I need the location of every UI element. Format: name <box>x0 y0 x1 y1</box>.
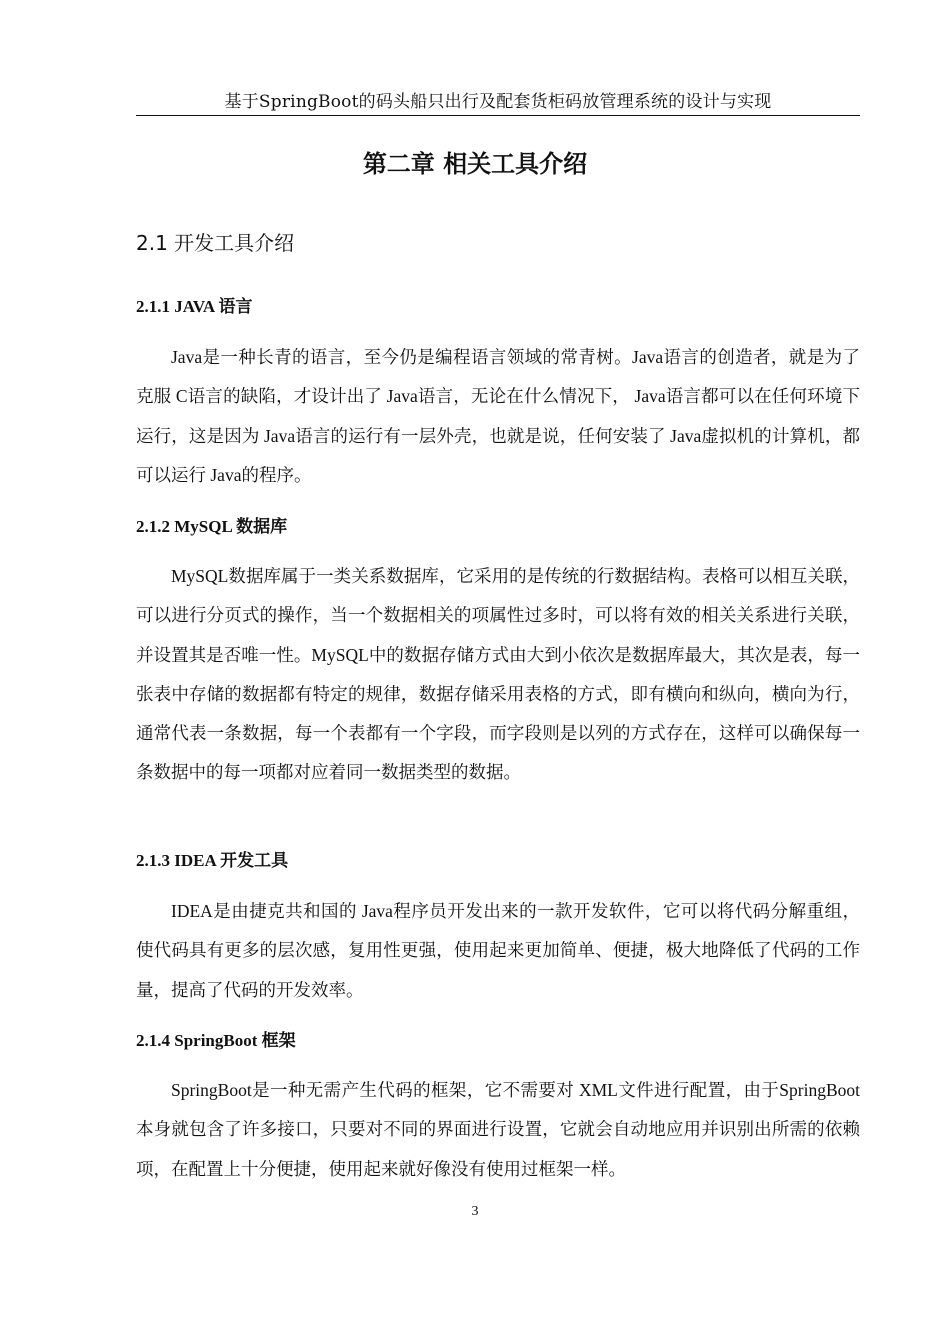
paragraph-springboot: SpringBoot是一种无需产生代码的框架，它不需要对 XML文件进行配置，由于SpringBoot本身就包含了许多接口，只要对不同的界面进行设置，它就会自动地应用并识别出所需的依赖项，在配置上十分便捷，使用起来就好像没有使用过框架一样。 <box>136 1080 860 1179</box>
subsection-title-java: 2.1.1 JAVA 语言 <box>136 297 253 316</box>
subsection-title-springboot: 2.1.4 SpringBoot 框架 <box>136 1031 296 1050</box>
page-number: 3 <box>471 1204 479 1219</box>
running-header: 基于SpringBoot的码头船只出行及配套货柜码放管理系统的设计与实现 <box>136 90 860 116</box>
subsection-title-idea: 2.1.3 IDEA 开发工具 <box>136 851 289 870</box>
paragraph-java: Java是一种长青的语言，至今仍是编程语言领域的常青树。Java语言的创造者，就是为了克服 C语言的缺陷，才设计出了 Java语言，无论在什么情况下， Java语言都可以在任何环境下运行，这是因为 Java语言的运行有一层外壳，也就是说，任何安装了 Java虚拟机的计算机，都可以运行 Java的程序。 <box>136 347 860 485</box>
chapter-title: 第二章 相关工具介绍 <box>362 150 588 178</box>
paragraph-mysql: MySQL数据库属于一类关系数据库，它采用的是传统的行数据结构。表格可以相互关联，可以进行分页式的操作，当一个数据相关的项属性过多时，可以将有效的相关关系进行关联，并设置其是否唯一性。MySQL中的数据存储方式由大到小依次是数据库最大，其次是表，每一张表中存储的数据都有特定的规律，数据存储采用表格的方式，即有横向和纵向，横向为行，通常代表一条数据，每一个表都有一个字段，而字段则是以列的方式存在，这样可以确保每一条数据中的每一项都对应着同一数据类型的数据。 <box>136 566 860 783</box>
paragraph-idea: IDEA是由捷克共和国的 Java程序员开发出来的一款开发软件，它可以将代码分解重组，使代码具有更多的层次感，复用性更强，使用起来更加简单、便捷，极大地降低了代码的工作量，提高了代码的开发效率。 <box>136 901 860 1000</box>
subsection-title-mysql: 2.1.2 MySQL 数据库 <box>136 517 288 536</box>
section-title: 2.1 开发工具介绍 <box>136 231 295 255</box>
